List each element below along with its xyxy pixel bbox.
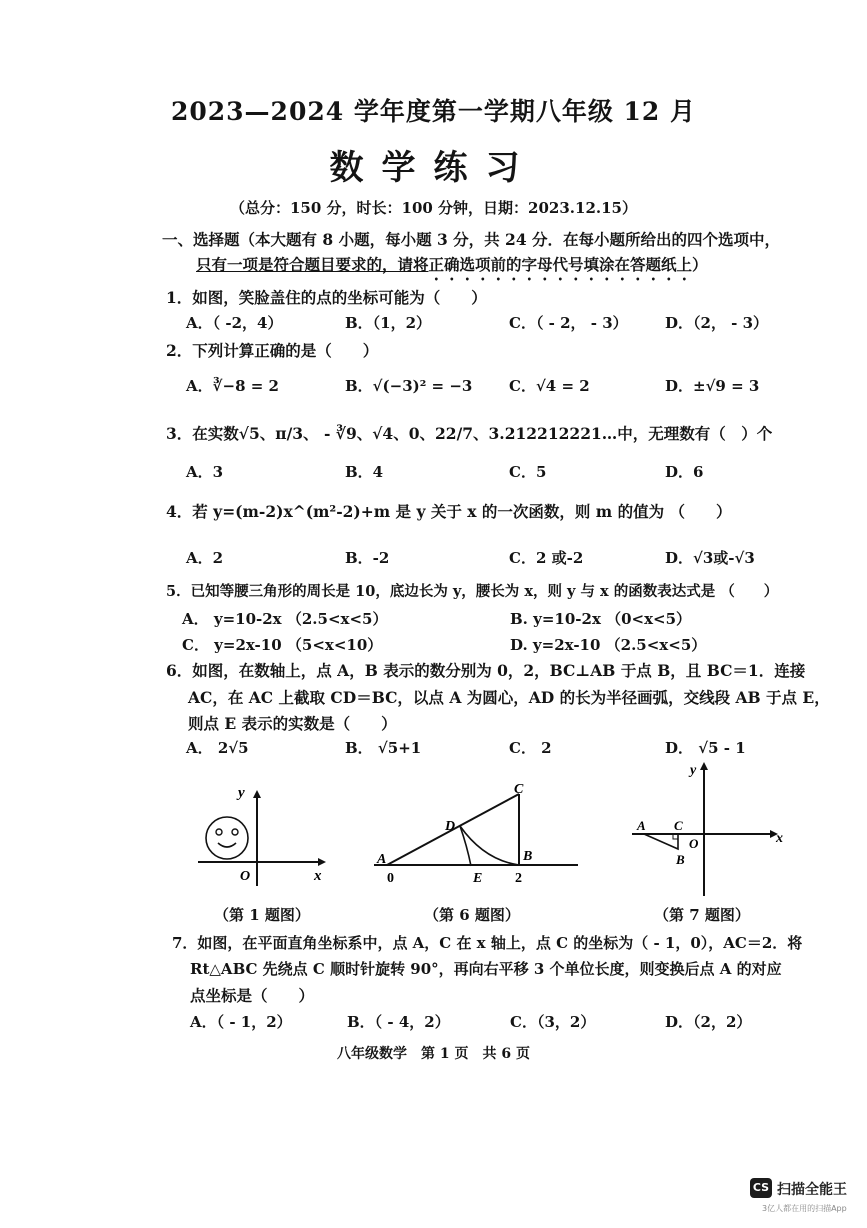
fig6-label-zero: 0 <box>387 871 394 886</box>
fig7-label-o: O <box>689 836 699 851</box>
q5-stem: 5．已知等腰三角形的周长是 10，底边长为 y，腰长为 x，则 y 与 x 的函数表达式是 （ ） <box>166 583 779 600</box>
q7-option-c: C．（3，2） <box>510 1013 596 1031</box>
q2-option-c: C．√4 = 2 <box>509 377 590 395</box>
q6-stem-line2: AC，在 AC 上截取 CD＝BC，以点 A 为圆心，AD 的长为半径画弧，交线段 AB 于点 E， <box>188 688 830 707</box>
q1-stem: 1．如图，笑脸盖住的点的坐标可能为（ ） <box>166 288 487 307</box>
q2-option-d: D．±√9 = 3 <box>665 377 760 395</box>
q6-option-c: C． 2 <box>509 739 552 757</box>
fig6-label-two: 2 <box>515 871 522 886</box>
q5-option-a: A． y=10-2x （2.5<x<5） <box>182 610 388 628</box>
section-heading: 一、选择题（本大题有 8 小题，每小题 3 分，共 24 分．在每小题所给出的四个选项中， <box>162 230 781 249</box>
subject-title: 数学练习 <box>329 148 538 188</box>
watermark-name: 扫描全能王 <box>777 1182 847 1198</box>
exam-title: 2023—2024 学年度第一学期八年级 12 月 <box>170 97 697 126</box>
q7-stem-line1: 7．如图，在平面直角坐标系中，点 A，C 在 x 轴上，点 C 的坐标为（ - 1，0），AC＝2．将 <box>172 934 803 952</box>
fig7-caption: （第 7 题图） <box>654 906 750 924</box>
q5-option-b: B. y=10-2x （0<x<5） <box>510 610 692 628</box>
fig7-label-a: A <box>637 818 646 833</box>
q3-option-a: A．3 <box>186 463 224 481</box>
fig6-caption: （第 6 题图） <box>424 906 520 924</box>
q1-option-d: D．（2， - 3） <box>665 314 769 332</box>
q3-stem: 3．在实数√5、π/3、 - ∛9、√4、0、22/7、3.212212221…中，无理数有（ ）个 <box>166 424 773 443</box>
q6-option-a: A． 2√5 <box>186 739 249 757</box>
section-instruction-emphasis: 正确选项前的字母代号填涂在答题纸上 <box>428 255 693 274</box>
page-footer: 八年级数学 第 1 页 共 6 页 <box>337 1046 530 1062</box>
fig1-caption: （第 1 题图） <box>214 906 310 924</box>
q7-option-a: A．（ - 1，2） <box>190 1013 292 1031</box>
q1-option-b: B．（1，2） <box>345 314 432 332</box>
fig1-origin-label: O <box>240 869 251 884</box>
q7-stem-line3: 点坐标是（ ） <box>190 986 315 1005</box>
watermark-tagline: 3亿人都在用的扫描App <box>762 1204 847 1213</box>
fig6-label-a: A <box>377 852 387 867</box>
q3-option-b: B．4 <box>345 463 384 481</box>
q3-option-c: C．5 <box>509 463 547 481</box>
fig1-y-arrow <box>253 790 261 798</box>
fig1-y-label: y <box>238 785 245 801</box>
figure-6 <box>372 780 582 890</box>
fig6-label-b: B <box>523 849 533 864</box>
q5-option-d: D. y=2x-10 （2.5<x<5） <box>510 636 707 654</box>
q4-option-b: B．-2 <box>345 549 390 567</box>
q4-option-a: A．2 <box>186 549 224 567</box>
fig6-label-d: D <box>445 819 456 834</box>
fig7-y-label: y <box>690 763 697 778</box>
q1-option-a: A．（ -2，4） <box>186 314 283 332</box>
q6-option-b: B． √5+1 <box>345 739 422 757</box>
q4-option-d: D．√3或-√3 <box>665 549 755 567</box>
fig1-x-arrow <box>318 858 326 866</box>
q6-stem-line1: 6．如图，在数轴上，点 A，B 表示的数分别为 0，2，BC⊥AB 于点 B，且 BC＝1．连接 <box>166 661 806 680</box>
q2-option-a: A．∛−8 = 2 <box>186 377 279 395</box>
figure-1 <box>190 780 330 890</box>
watermark-icon-text: CS <box>752 1181 770 1194</box>
section-instruction <box>196 253 708 284</box>
fig7-label-c: C <box>674 818 683 833</box>
section-instruction-end: ） <box>692 255 708 274</box>
q4-option-c: C．2 或-2 <box>509 549 584 567</box>
q5-option-c: C． y=2x-10 （5<x<10） <box>182 636 383 654</box>
q6-stem-line3: 则点 E 表示的实数是（ ） <box>188 714 397 733</box>
smiley-face-icon <box>206 817 248 859</box>
figure-7 <box>630 756 790 901</box>
section-instruction-part1: 只有一项是符合题目要求的，请将 <box>196 255 429 274</box>
fig7-y-arrow <box>700 762 708 770</box>
fig1-x-label: x <box>314 868 322 884</box>
q6-option-d: D． √5 - 1 <box>665 739 746 757</box>
q7-stem-line2: Rt△ABC 先绕点 C 顺时针旋转 90°，再向右平移 3 个单位长度，则变换后点 A 的对应 <box>190 960 782 978</box>
q7-option-d: D．（2，2） <box>665 1013 752 1031</box>
q2-stem: 2．下列计算正确的是（ ） <box>166 341 379 360</box>
q7-option-b: B．（ - 4，2） <box>347 1013 450 1031</box>
fig6-label-c: C <box>514 782 524 797</box>
q4-stem: 4．若 y=(m-2)x^(m²-2)+m 是 y 关于 x 的一次函数，则 m 的值为 （ ） <box>166 502 732 521</box>
exam-info: （总分：150 分，时长：100 分钟，日期：2023.12.15） <box>229 199 637 217</box>
q3-option-d: D．6 <box>665 463 704 481</box>
fig7-x-label: x <box>776 831 783 846</box>
fig7-label-b: B <box>676 852 685 867</box>
fig6-label-e: E <box>473 871 483 886</box>
camscanner-logo-icon <box>750 1178 772 1198</box>
q2-option-b: B．√(−3)² = −3 <box>345 377 473 395</box>
q1-option-c: C．（ - 2， - 3） <box>509 314 628 332</box>
